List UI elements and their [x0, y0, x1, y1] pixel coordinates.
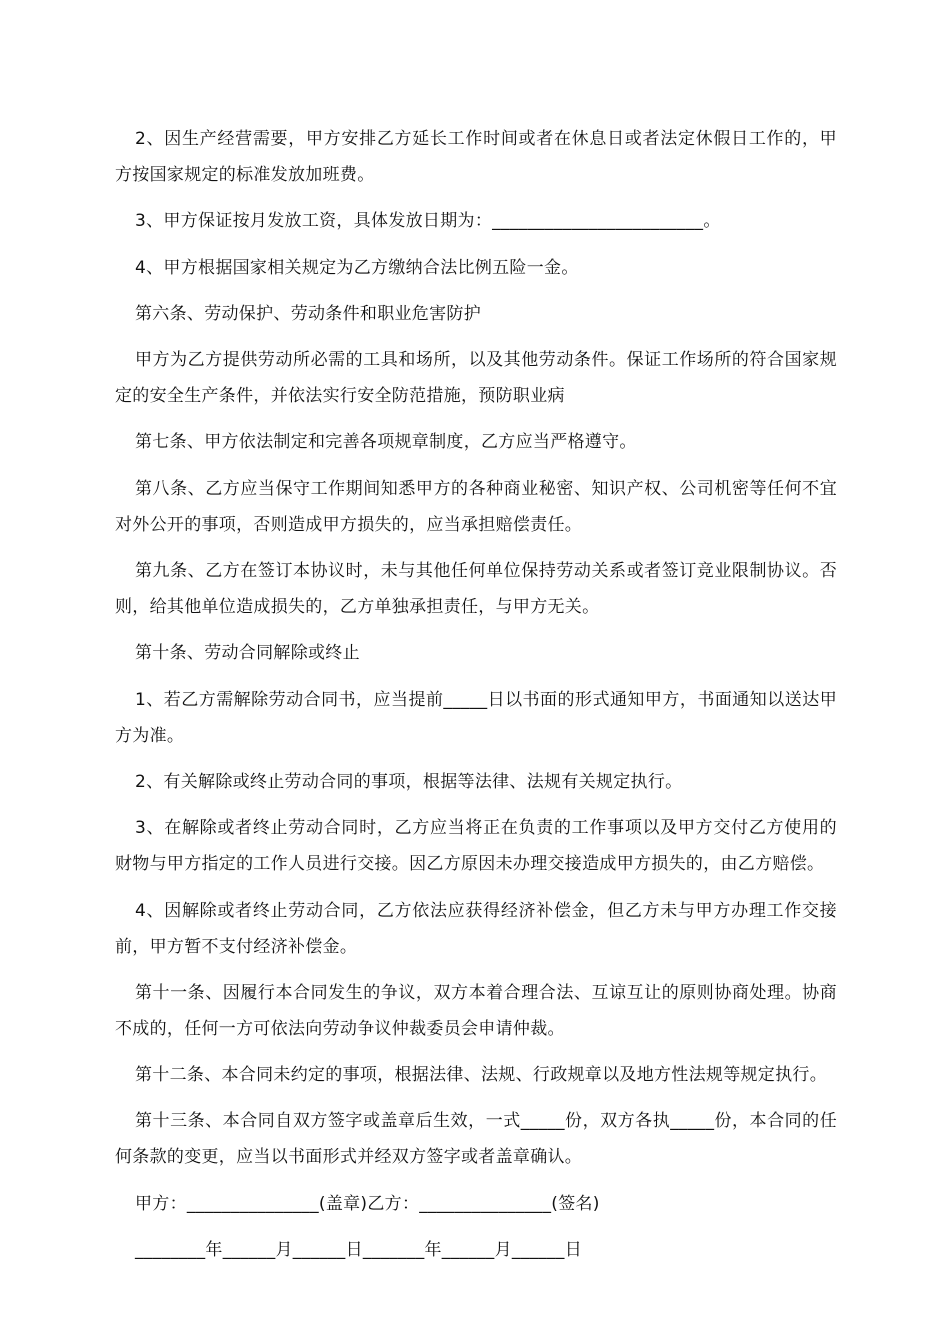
article-10-item-3: 3、在解除或者终止劳动合同时，乙方应当将正在负责的工作事项以及甲方交付乙方使用的财物与甲方指定的工作人员进行交接。因乙方原因未办理交接造成甲方损失的，由乙方赔偿。: [115, 818, 837, 875]
article-6-body: 甲方为乙方提供劳动所必需的工具和场所，以及其他劳动条件。保证工作场所的符合国家规定的安全生产条件，并依法实行安全防范措施，预防职业病: [115, 350, 837, 407]
clause-salary-date: 3、甲方保证按月发放工资，具体发放日期为：________________________。: [135, 211, 721, 232]
clause-overtime-pay: 2、因生产经营需要，甲方安排乙方延长工作时间或者在休息日或者法定休假日工作的，甲方按国家规定的标准发放加班费。: [115, 129, 837, 185]
article-12: 第十二条、本合同未约定的事项，根据法律、法规、行政规章以及地方性法规等规定执行。: [135, 1065, 827, 1086]
clause-social-insurance: 4、甲方根据国家相关规定为乙方缴纳合法比例五险一金。: [135, 257, 579, 278]
article-13: 第十三条、本合同自双方签字或盖章后生效，一式_____份，双方各执_____份，本合同的任何条款的变更，应当以书面形式并经双方签字或者盖章确认。: [115, 1111, 837, 1168]
article-10-item-2: 2、有关解除或终止劳动合同的事项，根据等法律、法规有关规定执行。: [135, 771, 683, 792]
article-10-heading: 第十条、劳动合同解除或终止: [135, 643, 360, 664]
article-11: 第十一条、因履行本合同发生的争议，双方本着合理合法、互谅互让的原则协商处理。协商不成的，任何一方可依法向劳动争议仲裁委员会申请仲裁。: [115, 982, 837, 1039]
article-6-heading: 第六条、劳动保护、劳动条件和职业危害防护: [135, 303, 481, 324]
article-10-item-1: 1、若乙方需解除劳动合同书，应当提前_____日以书面的形式通知甲方，书面通知以送达甲方为准。: [115, 689, 837, 746]
signature-line: 甲方：_______________(盖章)乙方：_______________(签名): [135, 1193, 600, 1214]
article-10-item-4: 4、因解除或者终止劳动合同，乙方依法应获得经济补偿金，但乙方未与甲方办理工作交接前，甲方暂不支付经济补偿金。: [115, 900, 837, 957]
article-9: 第九条、乙方在签订本协议时，未与其他任何单位保持劳动关系或者签订竞业限制协议。否则，给其他单位造成损失的，乙方单独承担责任，与甲方无关。: [115, 561, 837, 618]
article-7: 第七条、甲方依法制定和完善各项规章制度，乙方应当严格遵守。: [135, 432, 637, 453]
date-line: ________年______月______日_______年______月______日: [135, 1240, 582, 1261]
contract-body: [115, 121, 837, 1278]
article-8: 第八条、乙方应当保守工作期间知悉甲方的各种商业秘密、知识产权、公司机密等任何不宜对外公开的事项，否则造成甲方损失的，应当承担赔偿责任。: [115, 478, 837, 535]
